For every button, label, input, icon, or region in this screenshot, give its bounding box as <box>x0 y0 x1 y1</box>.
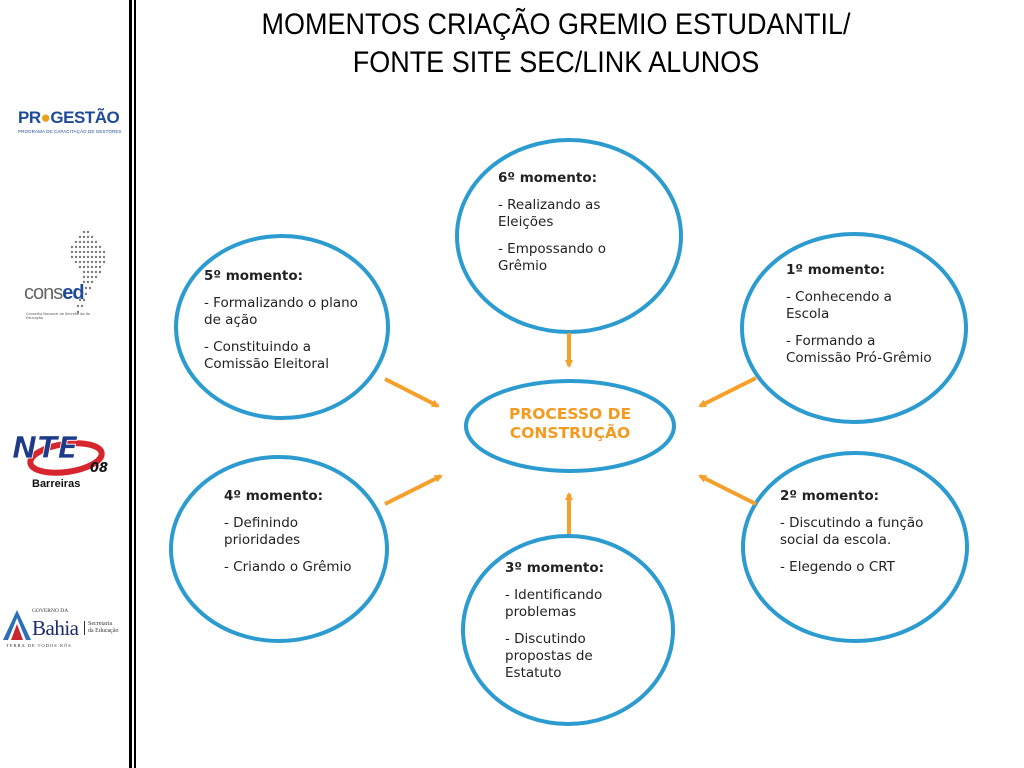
moment-4 <box>224 488 364 586</box>
moment-heading: 1º momento: <box>786 262 886 278</box>
moment-item: - Discutindo propostas de Estatuto <box>505 631 593 681</box>
consed-subtitle: Conselho Nacional de Secretários de Educação <box>26 312 91 320</box>
center-label: PROCESSO DE CONSTRUÇÃO <box>508 405 632 442</box>
moment-heading: 3º momento: <box>505 560 605 576</box>
moment-item: - Formando a Comissão Pró-Grêmio <box>786 333 932 366</box>
moment-item: - Criando o Grêmio <box>224 559 352 575</box>
moment-item: - Identificando problemas <box>505 587 603 620</box>
moment-item: - Constituindo a Comissão Eleitoral <box>204 339 329 372</box>
arrow-from-moment-5 <box>385 379 438 406</box>
bahia-government-label: GOVERNO DA <box>32 608 69 614</box>
moment-6 <box>498 170 648 285</box>
moment-3 <box>505 560 633 692</box>
slide-title-line-2: FONTE SITE SEC/LINK ALUNOS <box>352 46 760 79</box>
moment-item: - Elegendo o CRT <box>780 559 895 575</box>
bahia-name: Bahia <box>32 616 79 640</box>
moment-item: - Definindo prioridades <box>224 515 301 548</box>
progestao-wordmark: PR●GESTÃO <box>18 108 120 127</box>
slide-title-line-1: MOMENTOS CRIAÇÃO GREMIO ESTUDANTIL/ <box>261 8 851 41</box>
nte-caption: Barreiras <box>32 478 81 490</box>
arrow-from-moment-2 <box>700 476 756 504</box>
svg-text:NTE: NTE <box>12 431 79 466</box>
moment-item: - Realizando as Eleições <box>498 197 601 230</box>
moment-item: - Empossando o Grêmio <box>498 241 606 274</box>
moment-5 <box>204 268 366 383</box>
progestao-subtitle: PROGRAMA DE CAPACITAÇÃO DE GESTORES <box>18 129 122 134</box>
progestao-o-icon: ● <box>40 108 51 127</box>
bahia-motto: TERRA DE TODOS NÓS <box>6 643 72 648</box>
arrow-from-moment-4 <box>385 476 441 504</box>
moment-heading: 5º momento: <box>204 268 304 284</box>
arrow-from-moment-1 <box>700 378 756 406</box>
moment-item: - Conhecendo a Escola <box>786 289 892 322</box>
bahia-secretaria: Secretaria da Educação <box>84 621 118 635</box>
moment-heading: 2º momento: <box>780 488 880 504</box>
moment-1 <box>786 262 936 377</box>
moment-2 <box>780 488 932 586</box>
moment-item: - Formalizando o plano de ação <box>204 295 358 328</box>
svg-text:08: 08 <box>90 461 109 476</box>
consed-wordmark: consed <box>24 282 84 304</box>
moment-item: - Discutindo a função social da escola. <box>780 515 924 548</box>
moment-heading: 4º momento: <box>224 488 324 504</box>
moment-heading: 6º momento: <box>498 170 598 186</box>
